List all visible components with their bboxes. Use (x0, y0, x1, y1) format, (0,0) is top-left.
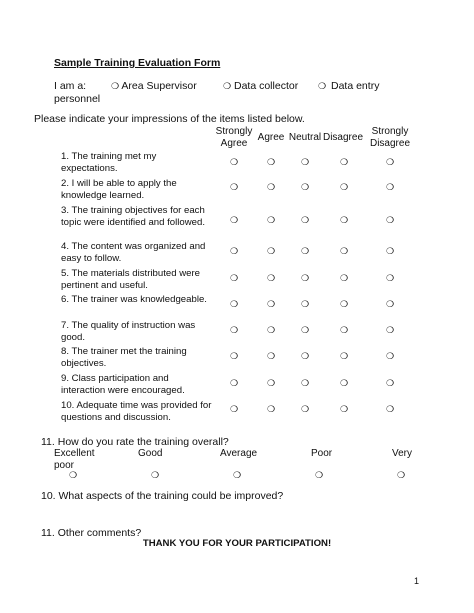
header-disagree: Disagree (322, 132, 364, 143)
item-2-radio-4[interactable]: ❍ (339, 182, 349, 192)
item-2-radio-5[interactable]: ❍ (385, 182, 395, 192)
q11-radio-good[interactable]: ❍ (150, 470, 160, 480)
header-strongly-disagree: Strongly Disagree (369, 126, 411, 149)
q11-option-average: Average (220, 448, 258, 459)
q11-comments: 11. Other comments? (41, 527, 142, 539)
role-option-label: Area Supervisor (121, 80, 197, 92)
item-4-radio-3[interactable]: ❍ (300, 246, 310, 256)
item-7-radio-4[interactable]: ❍ (339, 325, 349, 335)
role-prefix: I am a: (54, 80, 87, 92)
item-label: 9. Class participation and interaction were encouraged. (61, 373, 185, 396)
q11-option-good: Good (138, 448, 163, 459)
radio-icon: ❍ (111, 81, 120, 91)
item-8-radio-1[interactable]: ❍ (229, 351, 239, 361)
item-label: 6. The trainer was knowledgeable. (61, 294, 207, 305)
item-10-radio-4[interactable]: ❍ (339, 404, 349, 414)
thank-you-text: THANK YOU FOR YOUR PARTICIPATION! (142, 538, 332, 549)
item-3-radio-5[interactable]: ❍ (385, 215, 395, 225)
header-strongly-agree: Strongly Agree (215, 126, 253, 149)
header-agree: Agree (257, 132, 285, 143)
q11-radio-average[interactable]: ❍ (232, 470, 242, 480)
q11-question: 11. How do you rate the training overall? (41, 436, 229, 448)
item-8-radio-2[interactable]: ❍ (266, 351, 276, 361)
item-6-radio-4[interactable]: ❍ (339, 299, 349, 309)
item-label: 5. The materials distributed were pertinent and useful. (61, 268, 200, 291)
item-label: 8. The trainer met the training objectives. (61, 346, 187, 369)
item-6-radio-1[interactable]: ❍ (229, 299, 239, 309)
item-9-radio-1[interactable]: ❍ (229, 378, 239, 388)
item-8-radio-4[interactable]: ❍ (339, 351, 349, 361)
item-2-radio-2[interactable]: ❍ (266, 182, 276, 192)
item-6-radio-3[interactable]: ❍ (300, 299, 310, 309)
item-7-radio-1[interactable]: ❍ (229, 325, 239, 335)
page-number: 1 (414, 576, 420, 586)
q11-option-poor: Poor (311, 448, 333, 459)
item-7-radio-2[interactable]: ❍ (266, 325, 276, 335)
q11-radio-excellent[interactable]: ❍ (68, 470, 78, 480)
radio-icon: ❍ (223, 81, 232, 91)
item-10-radio-5[interactable]: ❍ (385, 404, 395, 414)
item-9-radio-4[interactable]: ❍ (339, 378, 349, 388)
item-1-radio-3[interactable]: ❍ (300, 157, 310, 167)
item-7-radio-3[interactable]: ❍ (300, 325, 310, 335)
header-neutral: Neutral (288, 132, 322, 143)
item-9-radio-5[interactable]: ❍ (385, 378, 395, 388)
role-option-data-entry-label: Data entry personnel (54, 80, 380, 105)
item-9-radio-2[interactable]: ❍ (266, 378, 276, 388)
q10-improvements: 10. What aspects of the training could be improved? (41, 490, 284, 502)
item-label: 4. The content was organized and easy to follow. (61, 241, 206, 264)
item-4-radio-5[interactable]: ❍ (385, 246, 395, 256)
item-1-radio-4[interactable]: ❍ (339, 157, 349, 167)
item-label: 1. The training met my expectations. (61, 151, 157, 174)
item-6-radio-5[interactable]: ❍ (385, 299, 395, 309)
form-title: Sample Training Evaluation Form (54, 57, 221, 69)
item-7-radio-5[interactable]: ❍ (385, 325, 395, 335)
q11-option-excellent: Excellent (54, 448, 95, 459)
item-6-radio-2[interactable]: ❍ (266, 299, 276, 309)
item-4-radio-1[interactable]: ❍ (229, 246, 239, 256)
role-option-label: Data collector (234, 80, 299, 92)
item-label: 2. I will be able to apply the knowledge learned. (61, 178, 177, 201)
item-3-radio-1[interactable]: ❍ (229, 215, 239, 225)
q11-option-very-poor: Very poor (54, 448, 413, 471)
item-10-radio-1[interactable]: ❍ (229, 404, 239, 414)
item-4-radio-4[interactable]: ❍ (339, 246, 349, 256)
item-8-radio-3[interactable]: ❍ (300, 351, 310, 361)
item-8-radio-5[interactable]: ❍ (385, 351, 395, 361)
item-5-radio-4[interactable]: ❍ (339, 273, 349, 283)
item-1-radio-1[interactable]: ❍ (229, 157, 239, 167)
item-label: 3. The training objectives for each topic were identified and followed. (61, 205, 205, 228)
item-4-radio-2[interactable]: ❍ (266, 246, 276, 256)
item-1-radio-5[interactable]: ❍ (385, 157, 395, 167)
q11-radio-very-poor[interactable]: ❍ (396, 470, 406, 480)
item-label: 7. The quality of instruction was good. (61, 320, 196, 343)
item-3-radio-4[interactable]: ❍ (339, 215, 349, 225)
item-label: 10. Adequate time was provided for questions and discussion. (61, 400, 212, 423)
item-9-radio-3[interactable]: ❍ (300, 378, 310, 388)
item-5-radio-3[interactable]: ❍ (300, 273, 310, 283)
item-10-radio-2[interactable]: ❍ (266, 404, 276, 414)
item-1-radio-2[interactable]: ❍ (266, 157, 276, 167)
radio-icon: ❍ (318, 81, 327, 91)
item-3-radio-2[interactable]: ❍ (266, 215, 276, 225)
q11-radio-poor[interactable]: ❍ (314, 470, 324, 480)
item-2-radio-1[interactable]: ❍ (229, 182, 239, 192)
item-5-radio-2[interactable]: ❍ (266, 273, 276, 283)
instructions-text: Please indicate your impressions of the items listed below. (34, 113, 305, 125)
item-3-radio-3[interactable]: ❍ (300, 215, 310, 225)
item-10-radio-3[interactable]: ❍ (300, 404, 310, 414)
item-5-radio-1[interactable]: ❍ (229, 273, 239, 283)
item-5-radio-5[interactable]: ❍ (385, 273, 395, 283)
item-2-radio-3[interactable]: ❍ (300, 182, 310, 192)
